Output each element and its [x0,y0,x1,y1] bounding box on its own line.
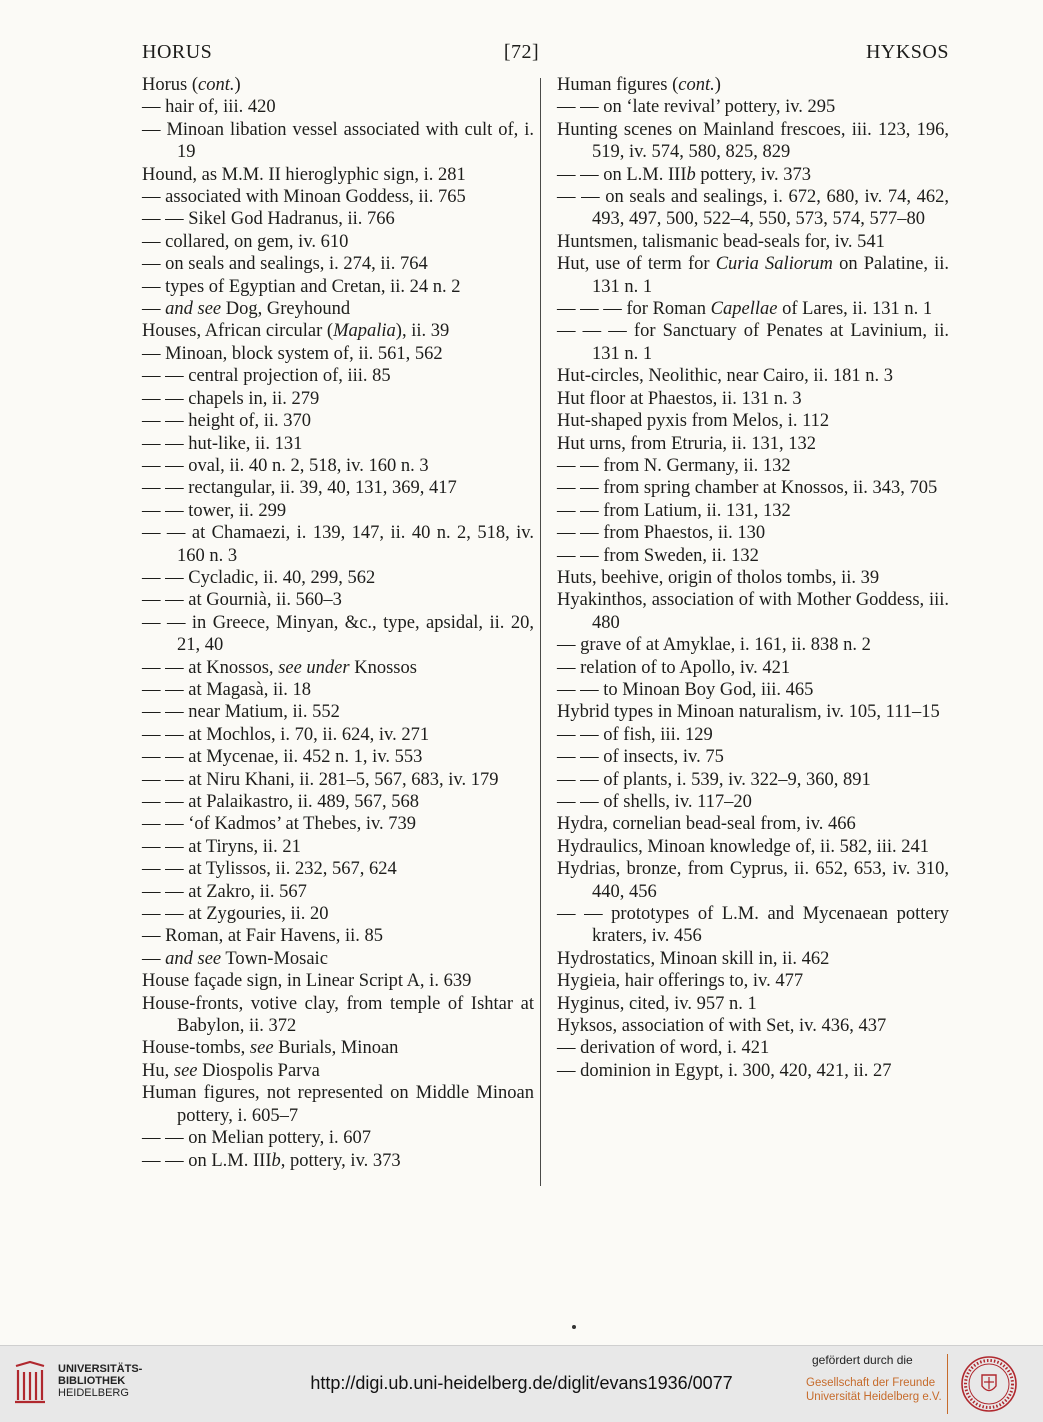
index-entry: Hygieia, hair offerings to, iv. 477 [557,971,804,992]
index-entry: Hydra, cornelian bead-seal from, iv. 466 [557,814,856,835]
index-column-right [557,74,949,1082]
index-entry: Human figures, not represented on Middle Minoan pottery, i. 605–7 [142,1083,534,1126]
index-entry: — — of plants, i. 539, iv. 322–9, 360, 891 [557,769,871,790]
index-entry: — — near Matium, ii. 552 [142,702,340,723]
index-entry: Hut floor at Phaestos, ii. 131 n. 3 [557,388,802,409]
index-entry: — collared, on gem, iv. 610 [142,231,349,252]
index-entry: — — of fish, iii. 129 [557,724,713,745]
index-entry: — grave of at Amyklae, i. 161, ii. 838 n. 2 [557,635,871,656]
index-entry: Huts, beehive, origin of tholos tombs, ii. 39 [557,567,880,588]
index-entry: — — chapels in, ii. 279 [142,388,320,409]
column-divider [540,78,541,1186]
index-entry: — relation of to Apollo, iv. 421 [557,657,791,678]
digitization-footer [0,1345,1043,1422]
index-entry: Hu, see Diospolis Parva [142,1060,320,1081]
index-entry: — Roman, at Fair Havens, ii. 85 [142,926,383,947]
index-entry: Human figures (cont.) [557,75,721,95]
index-entry: Hydraulics, Minoan knowledge of, ii. 582, iii. 241 [557,836,930,857]
index-entry: — — of insects, iv. 75 [557,747,724,768]
index-entry: Hut urns, from Etruria, ii. 131, 132 [557,433,816,454]
index-entry: — — to Minoan Boy God, iii. 465 [557,679,814,700]
index-entry: — associated with Minoan Goddess, ii. 765 [142,187,466,208]
index-entry: Hunting scenes on Mainland frescoes, iii. 123, 196, 519, iv. 574, 580, 825, 829 [557,119,949,163]
index-entry: — — of shells, iv. 117–20 [557,792,752,812]
index-entry: — dominion in Egypt, i. 300, 420, 421, ii. 27 [557,1060,892,1081]
university-seal-icon [960,1355,1018,1413]
society-name [806,1376,942,1404]
index-entry: — — on seals and sealings, i. 672, 680, iv. 74, 462, 493, 497, 500, 522–4, 550, 573, 574, 577–80 [557,187,949,230]
index-entry: — hair of, iii. 420 [142,97,276,118]
index-entry: Hybrid types in Minoan naturalism, iv. 105, 111–15 [557,702,940,723]
index-entry: Hut-circles, Neolithic, near Cairo, ii. 181 n. 3 [557,366,893,387]
index-entry: — — at Mochlos, i. 70, ii. 624, iv. 271 [142,724,430,745]
index-entry: — types of Egyptian and Cretan, ii. 24 n. 2 [142,276,461,297]
ink-dot [572,1325,576,1329]
index-entry: House façade sign, in Linear Script A, i. 639 [142,971,472,992]
index-entry: — — at Palaikastro, ii. 489, 567, 568 [142,792,419,812]
index-entry: — — at Tiryns, ii. 21 [142,836,301,857]
index-entry: — — Cycladic, ii. 40, 299, 562 [142,567,376,588]
library-name-line: HEIDELBERG [58,1387,129,1399]
index-entry: Hut-shaped pyxis from Melos, i. 112 [557,411,830,432]
index-entry: — — from Latium, ii. 131, 132 [557,500,791,521]
index-entry: Houses, African circular (Mapalia), ii. 39 [142,321,450,342]
index-entry: — — from Phaestos, ii. 130 [557,523,766,544]
index-entry: — — ‘of Kadmos’ at Thebes, iv. 739 [142,814,417,835]
index-column-left [142,74,534,1172]
index-entry: — Minoan libation vessel associated with cult of, i. 19 [142,119,534,163]
index-entry: — — rectangular, ii. 39, 40, 131, 369, 417 [142,478,457,499]
index-entry: — on seals and sealings, i. 274, ii. 764 [142,254,428,275]
index-entry: — — at Chamaezi, i. 139, 147, ii. 40 n. 2, 518, iv. 160 n. 3 [142,523,534,566]
index-entry: — — at Zakro, ii. 567 [142,881,307,902]
index-entry: — — from Sweden, ii. 132 [557,545,759,566]
page-number: [72] [503,41,540,63]
index-entry: — — — for Sanctuary of Penates at Lavinium, ii. 131 n. 1 [557,321,949,364]
index-entry: — — oval, ii. 40 n. 2, 518, iv. 160 n. 3 [142,455,429,476]
index-entry: — — — for Roman Capellae of Lares, ii. 131 n. 1 [557,299,933,320]
index-entry: — — in Greece, Minyan, &c., type, apsidal, ii. 20, 21, 40 [142,612,534,656]
index-entry: — — on L.M. IIIb, pottery, iv. 373 [142,1150,401,1171]
index-entry: Hut, use of term for Curia Saliorum on Palatine, ii. 131 n. 1 [557,254,950,297]
running-head-left: HORUS [142,41,213,63]
index-entry: — — from spring chamber at Knossos, ii. 343, 705 [557,478,938,499]
index-entry: — — tower, ii. 299 [142,500,287,521]
society-name-line: Gesellschaft der Freunde [806,1377,936,1389]
index-entry: — — from N. Germany, ii. 132 [557,455,791,476]
index-entry: — and see Dog, Greyhound [142,299,351,320]
index-entry: Hydrias, bronze, from Cyprus, ii. 652, 653, iv. 310, 440, 456 [557,859,949,902]
index-entry: — — at Mycenae, ii. 452 n. 1, iv. 553 [142,747,423,768]
index-entry: Hyksos, association of with Set, iv. 436, 437 [557,1016,887,1037]
index-entry: — — at Magasà, ii. 18 [142,679,312,700]
index-entry: — — on ‘late revival’ pottery, iv. 295 [557,97,836,118]
index-entry: — — hut-like, ii. 131 [142,433,303,454]
footer-separator [947,1354,948,1414]
index-entry: — — on Melian pottery, i. 607 [142,1128,371,1149]
index-entry: — and see Town-Mosaic [142,948,328,969]
index-entry: — — at Zygouries, ii. 20 [142,904,329,925]
society-name-line: Universität Heidelberg e.V. [806,1391,942,1403]
index-entry: — derivation of word, i. 421 [557,1038,770,1059]
index-entry: — — height of, ii. 370 [142,411,312,432]
index-entry: House-tombs, see Burials, Minoan [142,1038,399,1059]
index-entry: Hound, as M.M. II hieroglyphic sign, i. 281 [142,164,466,185]
library-name-line: BIBLIOTHEK [58,1375,126,1387]
running-head-right: HYKSOS [865,41,949,63]
index-entry: Horus (cont.) [142,75,241,95]
permalink-url[interactable]: http://digi.ub.uni-heidelberg.de/diglit/evans1936/0077 [310,1373,733,1393]
funded-by-label: gefördert durch die [812,1353,913,1367]
index-entry: — — central projection of, iii. 85 [142,366,391,387]
index-entry: House-fronts, votive clay, from temple of Ishtar at Babylon, ii. 372 [142,993,534,1037]
index-entry: — — at Tylissos, ii. 232, 567, 624 [142,859,397,880]
index-entry: — — at Niru Khani, ii. 281–5, 567, 683, iv. 179 [142,769,499,790]
index-entry: Hyginus, cited, iv. 957 n. 1 [557,993,757,1014]
index-entry: — — at Gournià, ii. 560–3 [142,590,342,611]
index-entry: — Minoan, block system of, ii. 561, 562 [142,343,443,364]
index-entry: — — on L.M. IIIb pottery, iv. 373 [557,164,811,185]
index-entry: — — at Knossos, see under Knossos [142,657,417,678]
index-entry: — — Sikel God Hadranus, ii. 766 [142,209,395,230]
index-entry: — — prototypes of L.M. and Mycenaean pottery kraters, iv. 456 [557,904,949,947]
index-entry: Hydrostatics, Minoan skill in, ii. 462 [557,948,830,969]
index-entry: Huntsmen, talismanic bead-seals for, iv. 541 [557,231,885,252]
library-name-line: UNIVERSITÄTS- [58,1363,143,1375]
index-entry: Hyakinthos, association of with Mother Goddess, iii. 480 [557,590,949,633]
